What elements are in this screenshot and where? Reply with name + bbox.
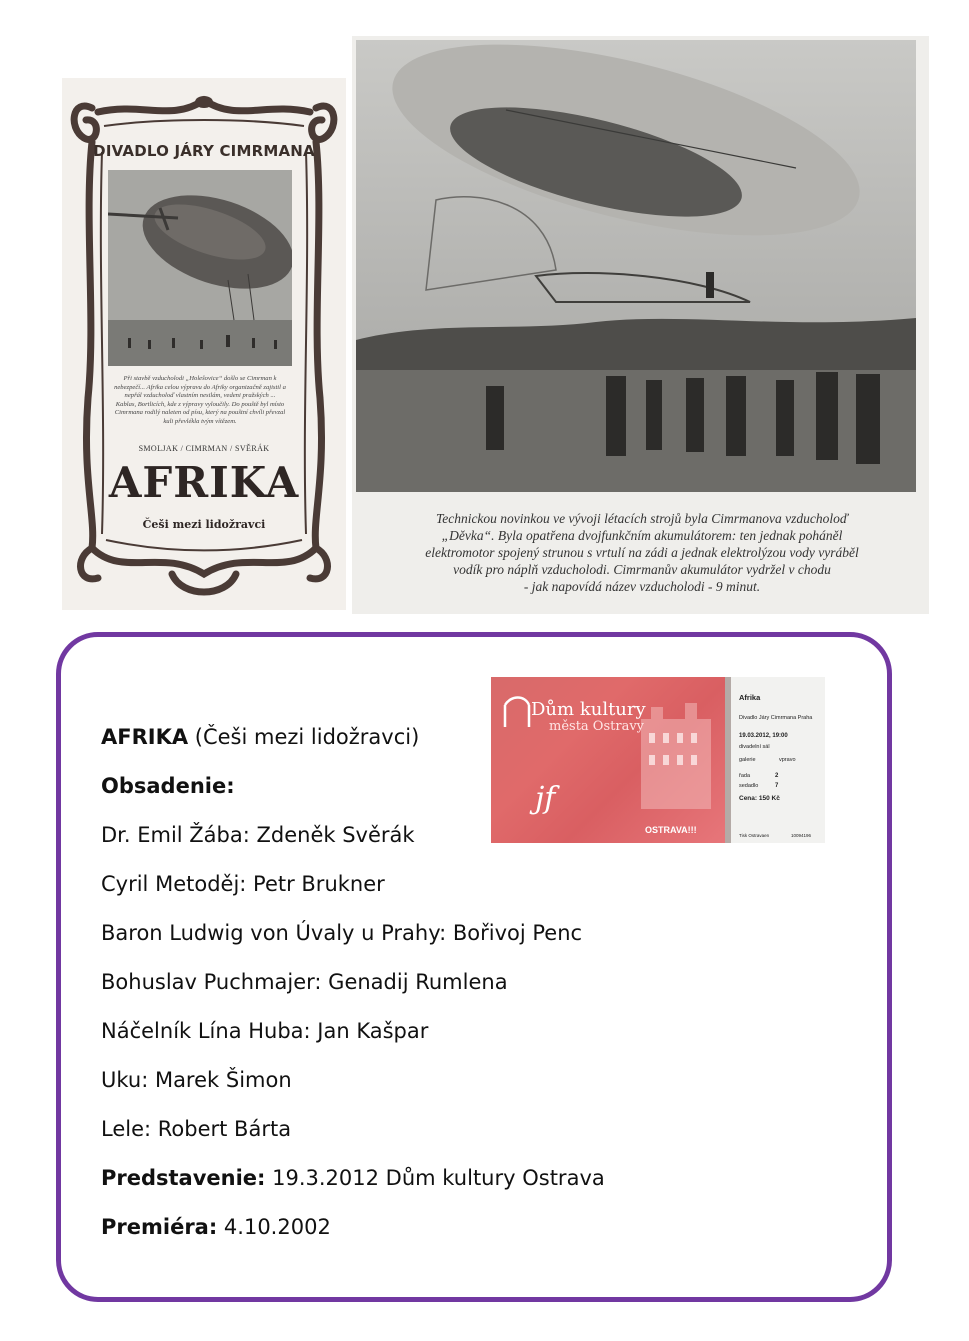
play-title-line	[101, 725, 419, 749]
cast-member: Dr. Emil Žába: Zdeněk Svěrák	[101, 823, 415, 847]
premiere-value: 4.10.2002	[217, 1215, 331, 1239]
historic-photo-panel	[352, 36, 929, 614]
ticket-footer-left: Tisk Ostravaen	[739, 833, 770, 838]
caption-line: - jak napovídá název vzducholodi - 9 minut.	[523, 579, 761, 594]
ticket-company: Divadlo Járy Cimrmana Praha	[739, 715, 813, 721]
caption-line: „Děvka“. Byla opatřena dvojfunkčním akumulátorem: ten jednak poháněl	[441, 528, 843, 543]
poster-subtitle: Češi mezi lidožravci	[142, 518, 266, 531]
cast-heading: Obsadenie:	[101, 774, 235, 798]
ticket-row-label: řada	[739, 773, 751, 779]
ticket-section: galerie	[739, 757, 756, 763]
poster-title: AFRIKA	[108, 458, 300, 507]
ticket-city: OSTRAVA!!!	[645, 825, 697, 835]
theater-name: DIVADLO JÁRY CIMRMANA	[93, 142, 315, 160]
poster-airship-photo	[108, 170, 292, 366]
poster-blurb: Při stavbě vzducholodi „Holešovice“ došlo se Cimrman k nebezpečí... Afrika celou výpravu do Afriky organizačně zajistil a nepřál vzducholoď vlastním nesilám, vedeni pražských ... Kablas, Bortlicích, kde z výpravy vyloučily. Do pouště byl místo Cimrmana rodilý naleten od písu, který na pouštní chvíli převzal kuli převlékla tvým vítězem.	[114, 375, 286, 425]
caption-line: Technickou novinkou ve vývoji létacích strojů byla Cimrmanova vzducholoď	[435, 511, 849, 526]
airship-scene	[356, 40, 916, 492]
caption-line: elektromotor spojený strunou s vrtulí na zádi a jednak elektrolýzou vody vyráběl	[425, 545, 859, 560]
premiere-label: Premiéra:	[101, 1215, 218, 1239]
play-subtitle: (Češi mezi lidožravci)	[188, 725, 420, 749]
ticket-datetime: 19.03.2012, 19:00	[739, 733, 788, 739]
ticket-logo: jf	[535, 781, 556, 816]
performance-value: 19.3.2012 Dům kultury Ostrava	[265, 1166, 605, 1190]
ticket-price: Cena: 150 Kč	[739, 795, 780, 802]
caption-line: vodík pro náplň vzducholodi. Cimrmanův akumulátor vydržel v chodu	[453, 562, 831, 577]
ticket-seat-label: sedadlo	[739, 783, 759, 789]
cast-member: Bohuslav Puchmajer: Genadij Rumlena	[101, 970, 508, 994]
ticket-stub-details	[731, 677, 825, 843]
cast-member: Cyril Metoděj: Petr Brukner	[101, 872, 385, 896]
ticket-stub-front	[491, 677, 725, 843]
cast-member: Baron Ludwig von Úvaly u Prahy: Bořivoj Penc	[101, 921, 583, 945]
performance-label: Predstavenie:	[101, 1166, 266, 1190]
cast-member: Uku: Marek Šimon	[101, 1068, 292, 1092]
poster-authors: SMOLJAK / CIMRMAN / SVĚRÁK	[138, 444, 270, 453]
performance-info-box	[56, 632, 892, 1302]
ticket-row: 2	[775, 773, 779, 779]
ticket-hall: divadelní sál	[739, 744, 770, 750]
photo-caption	[372, 510, 912, 595]
ticket-venue-line2: města Ostravy	[549, 719, 645, 734]
performance-line	[101, 1166, 605, 1190]
play-title: AFRIKA	[101, 725, 189, 749]
airship-photograph	[356, 40, 916, 492]
ticket-seat: 7	[775, 783, 779, 789]
ticket-footer-right: 10094196	[791, 833, 812, 838]
ticket-show: Afrika	[739, 693, 761, 702]
event-ticket	[491, 677, 825, 843]
cast-member: Náčelník Lína Huba: Jan Kašpar	[101, 1019, 429, 1043]
premiere-line	[101, 1215, 331, 1239]
cast-member: Lele: Robert Bárta	[101, 1117, 292, 1141]
ticket-venue-line1: Dům kultury	[531, 699, 646, 720]
theater-poster	[62, 78, 346, 610]
airship-illustration	[108, 170, 292, 366]
ticket-side: vpravo	[779, 757, 796, 763]
